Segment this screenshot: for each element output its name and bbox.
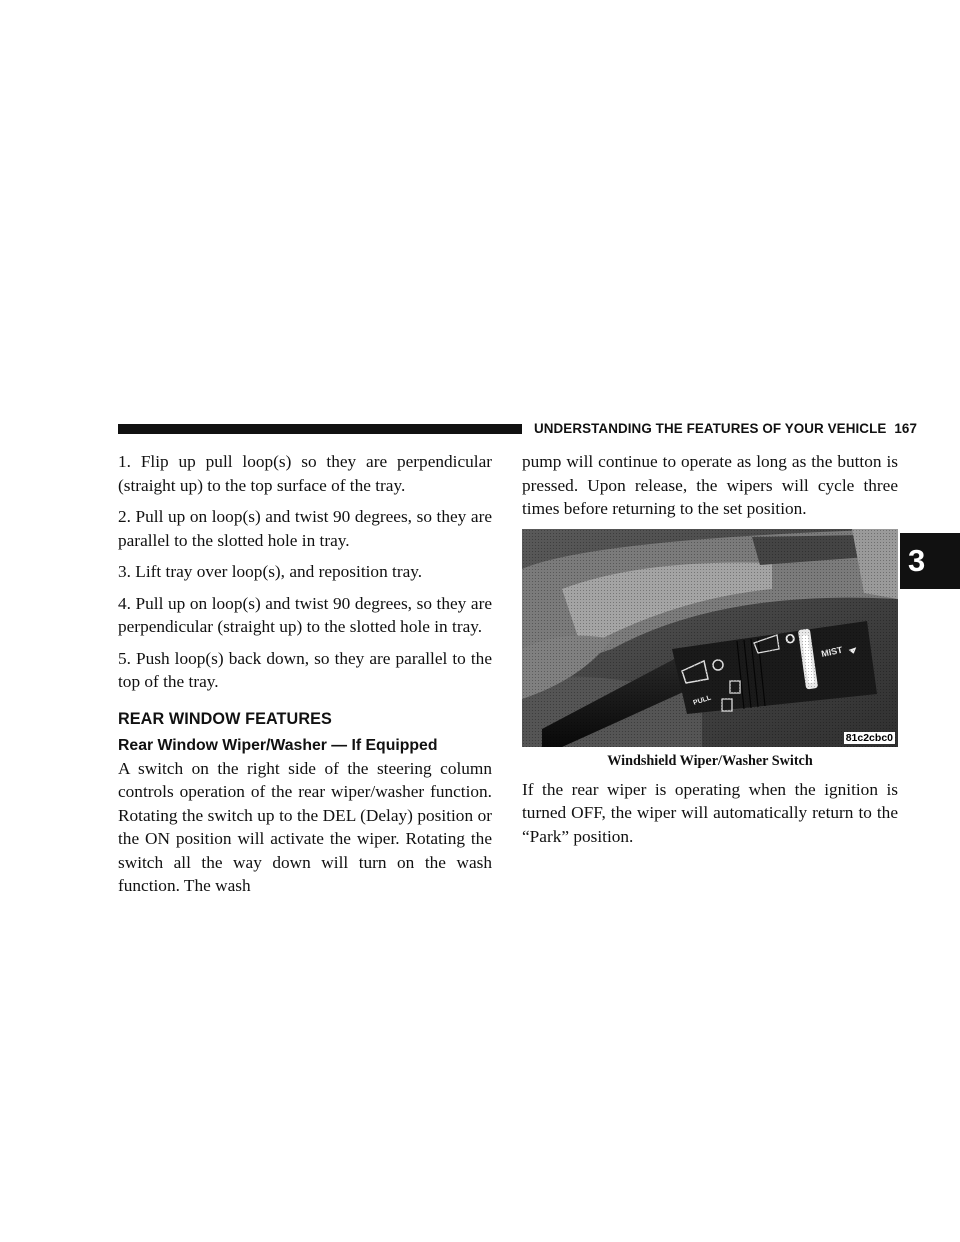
figure-code: 81c2cbc0 bbox=[845, 731, 893, 744]
subheading: Rear Window Wiper/Washer — If Equipped bbox=[118, 736, 438, 754]
step-1: 1. Flip up pull loop(s) so they are perpendicular (straight up) to the top surface of the tray. bbox=[118, 452, 492, 495]
wiper-switch-illustration bbox=[522, 529, 898, 747]
continuation-paragraph: pump will continue to operate as long as the button is pressed. Upon release, the wipers will cycle three times before returning to the set position. bbox=[522, 452, 898, 518]
page-number: 167 bbox=[894, 421, 918, 436]
step-5: 5. Push loop(s) back down, so they are parallel to the top of the tray. bbox=[118, 648, 492, 691]
step-2: 2. Pull up on loop(s) and twist 90 degrees, so they are parallel to the slotted hole in tray. bbox=[118, 507, 492, 550]
step-4: 4. Pull up on loop(s) and twist 90 degrees, so they are perpendicular (straight up) to the slotted hole in tray. bbox=[118, 593, 492, 636]
after-figure-paragraph: If the rear wiper is operating when the ignition is turned OFF, the wiper will automatically return to the “Park” position. bbox=[522, 779, 898, 846]
step-3: 3. Lift tray over loop(s), and reposition tray. bbox=[118, 562, 423, 581]
body-paragraph: A switch on the right side of the steering column controls operation of the rear wiper/washer function. Rotating the switch up to the DEL (Delay) position or the ON position will activate the wiper. Rotating the switch all the way down will turn on the wash function. The wash bbox=[118, 758, 492, 895]
section-heading: REAR WINDOW FEATURES bbox=[118, 709, 332, 728]
header-title: UNDERSTANDING THE FEATURES OF YOUR VEHICLE bbox=[534, 421, 887, 436]
running-header bbox=[534, 421, 917, 436]
right-column bbox=[522, 450, 898, 856]
left-column bbox=[118, 450, 492, 906]
chapter-tab: 3 bbox=[900, 533, 960, 589]
header-rule bbox=[118, 424, 522, 434]
wiper-switch-figure bbox=[522, 529, 898, 747]
figure-caption: Windshield Wiper/Washer Switch bbox=[607, 752, 813, 769]
